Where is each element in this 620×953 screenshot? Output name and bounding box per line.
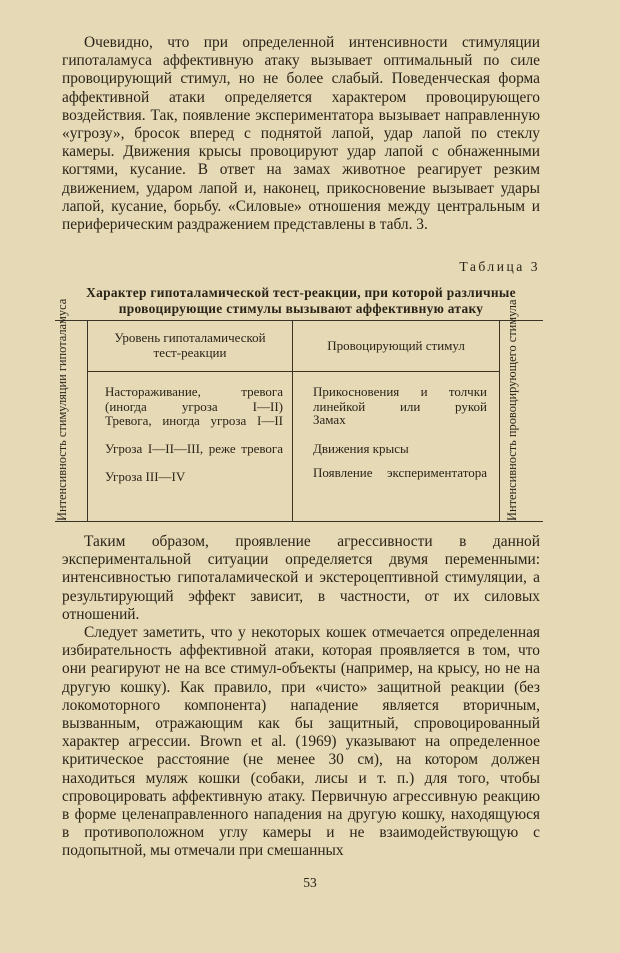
left-axis-label: Интенсивность стимуляции гипоталамуса [55,298,69,521]
row-3-level: Угроза I—II—III, реже тревога [105,441,283,456]
table-divider-right [499,321,500,521]
row-2-stimulus: Замах [313,412,346,427]
row-4-stimulus: Появление экспериментатора [313,465,487,480]
row-4-level: Угроза III—IV [105,469,186,484]
column-header-stimulus: Провоцирующий стимул [327,338,465,353]
row-1-level: Настораживание, тревога (иногда угроза I—II) [105,384,283,414]
table-label: Таблица 3 [459,259,540,274]
paragraph-2: Таким образом, проявление агрессивности в данной экспериментальной ситуации определяется двумя переменными: интенсивностью гипоталамической и экстероцептивной стимуляции, а результирующий эффект зависит, в частности, от их силовых отношений. [62,533,540,623]
table-caption: Характер гипоталамической тест-реакции, при которой различные провоцирующие стимулы вызывают аффективную атаку [86,285,516,316]
row-3-stimulus: Движения крысы [313,441,409,456]
table-header-rule [87,371,499,372]
row-2-level: Тревога, иногда угроза I—II [105,413,283,428]
paragraph-1: Очевидно, что при определенной интенсивности стимуляции гипоталамуса аффективную атаку вызывает оптимальный по силе провоцирующий стимул, но не более слабый. Поведенческая форма аффективной атаки определяется характером провоцирующего воздействия. Так, появление экспериментатора вызывает направленную «угрозу», бросок вперед с поднятой лапой, удар лапой по стеклу камеры. Движения крысы провоцируют удар лапой с обнаженными когтями, кусание. В ответ на замах животное реагирует резким движением, ударом лапой и, наконец, прикосновение вызывает удары лапой, кусание, борьбу. «Силовые» отношения между центральным и периферическим раздражением представлены в табл. 3. [62,34,540,234]
row-1-stimulus: Прикосновения и толчки линейкой или рукой [313,384,487,414]
right-axis-label: Интенсивность провоцирующего стимула [505,299,519,521]
column-header-level: Уровень гипоталамической тест-реакции [114,330,266,360]
table-divider-middle [292,321,293,521]
paragraph-3: Следует заметить, что у некоторых кошек отмечается определенная избирательность аффективной атаки, которая проявляется в том, что они реагируют не на все стимул-объекты (например, на крысу, но не на другую кошку). Как правило, при «чисто» защитной реакции (без локомоторного компонента) нападение является вторичным, вызванным, отражающим как бы защитный, спровоцированный характер агрессии. Brown et al. (1969) указывают на определенное критическое расстояние (не менее 30 см), на котором должен находиться муляж кошки (собаки, лисы и т. п.) для того, чтобы спровоцировать аффективную атаку. Первичную агрессивную реакцию в форме целенаправленного нападения на другую кошку, находящуюся в противоположном углу камеры и не взаимодействующую с подопытной, мы отмечали при смешанных [62,624,540,860]
page-number: 53 [303,875,317,890]
table-divider-left [87,321,88,521]
